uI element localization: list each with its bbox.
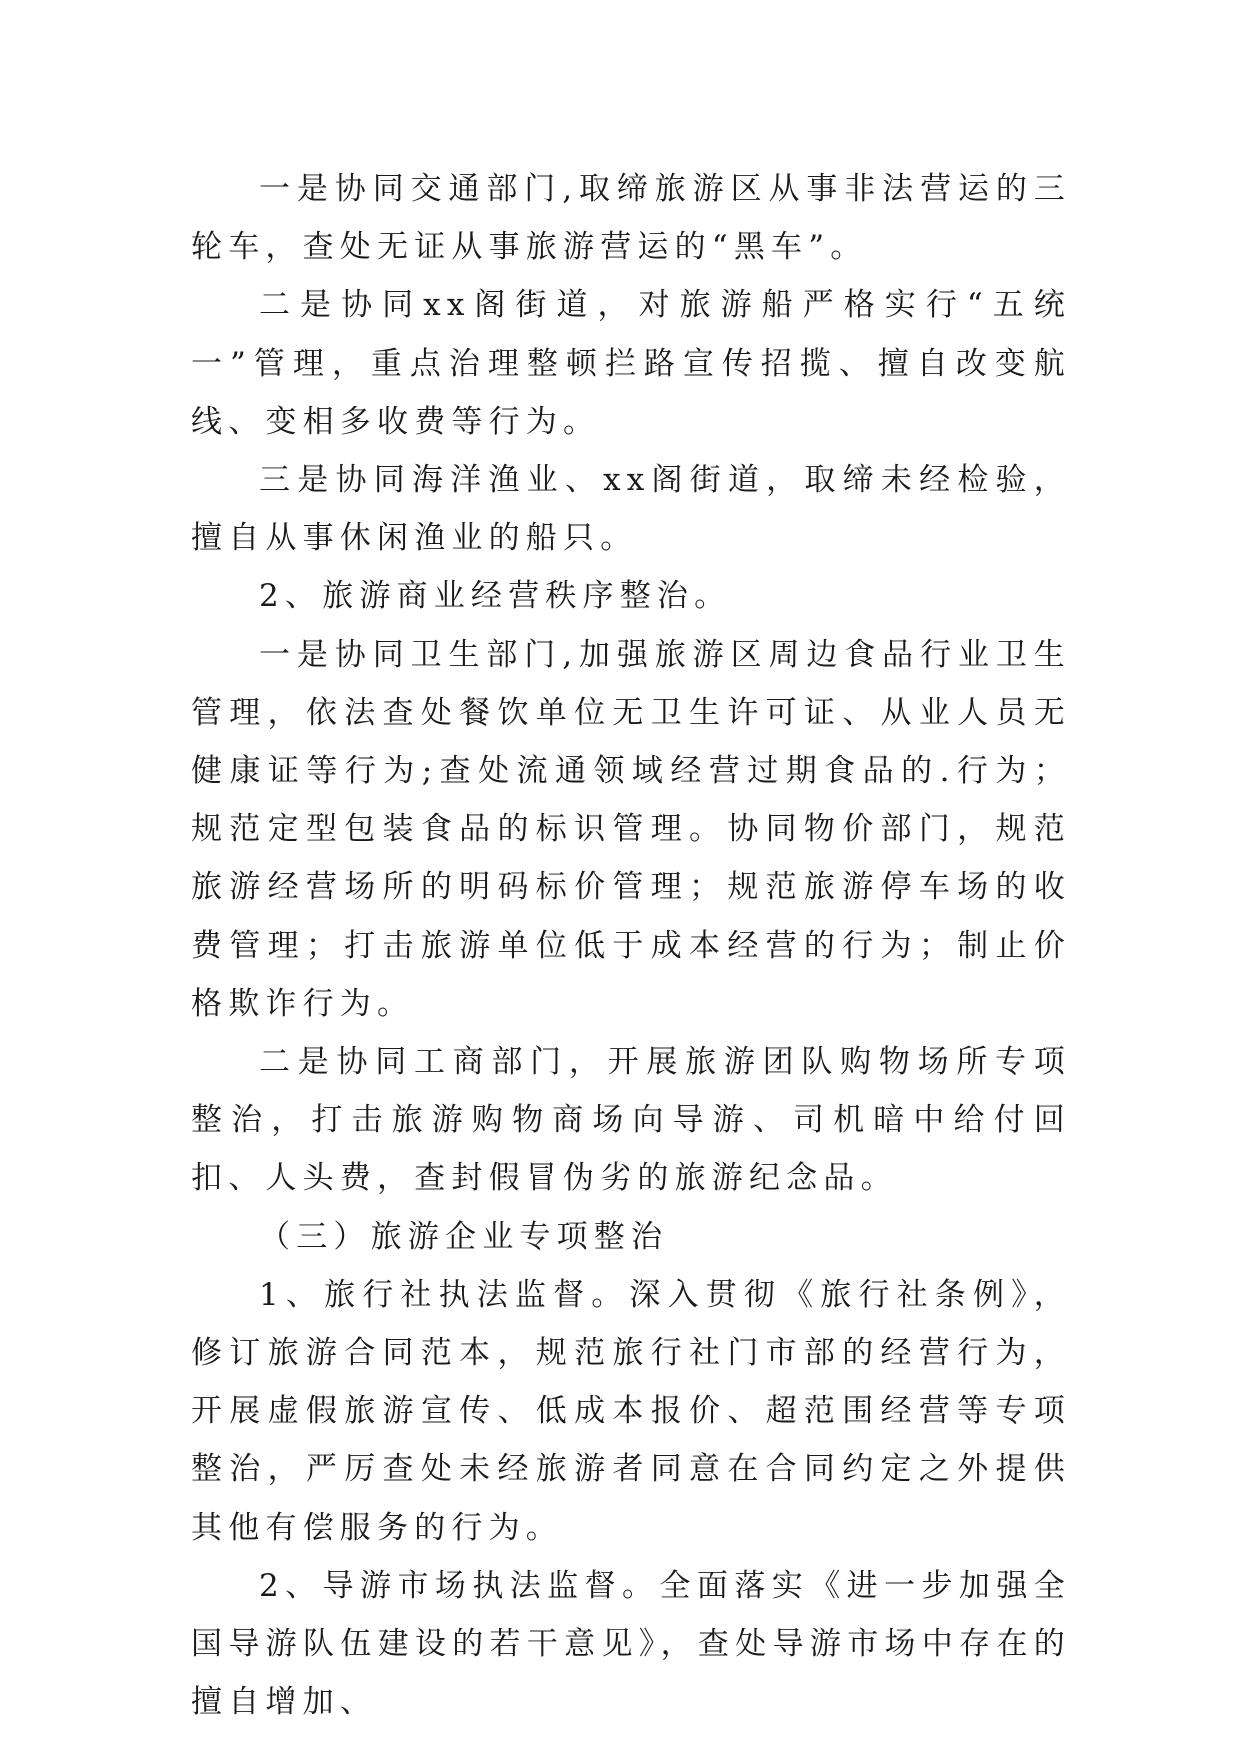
paragraph-travel-agency: 1、旅行社执法监督。深入贯彻《旅行社条例》，修订旅游合同范本，规范旅行社门市部的经营行为，开展虚假旅游宣传、低成本报价、超范围经营等专项整治，严厉查处未经旅游者同意在合同约定之外提供其他有偿服务的行为。 [191, 1276, 1071, 1546]
paragraph-tour-guides: 2、导游市场执法监督。全面落实《进一步加强全国导游队伍建设的若干意见》，查处导游市场中存在的擅自增加、 [191, 1567, 1071, 1721]
paragraph-fishery: 三是协同海洋渔业、xx阁街道，取缔未经检验，擅自从事休闲渔业的船只。 [191, 462, 1071, 557]
document-body [191, 160, 1071, 1731]
paragraph-transport: 一是协同交通部门,取缔旅游区从事非法营运的三轮车，查处无证从事旅游营运的“黑车”。 [191, 171, 1071, 266]
section-heading-enterprises: （三）旅游企业专项整治 [259, 1218, 669, 1255]
paragraph-tour-boats: 二是协同xx阁街道，对旅游船严格实行“五统一”管理，重点治理整顿拦路宣传招揽、擅自改变航线、变相多收费等行为。 [191, 287, 1071, 440]
paragraph-health-prices: 一是协同卫生部门,加强旅游区周边食品行业卫生管理，依法查处餐饮单位无卫生许可证、从业人员无健康证等行为;查处流通领域经营过期食品的.行为；规范定型包装食品的标识管理。协同物价部门，规范旅游经营场所的明码标价管理；规范旅游停车场的收费管理；打击旅游单位低于成本经营的行为；制止价格欺诈行为。 [191, 636, 1071, 1022]
paragraph-commerce-shopping: 二是协同工商部门，开展旅游团队购物场所专项整治，打击旅游购物商场向导游、司机暗中给付回扣、人头费，查封假冒伪劣的旅游纪念品。 [191, 1044, 1071, 1197]
subheading-commerce: 2、旅游商业经营秩序整治。 [259, 578, 732, 615]
